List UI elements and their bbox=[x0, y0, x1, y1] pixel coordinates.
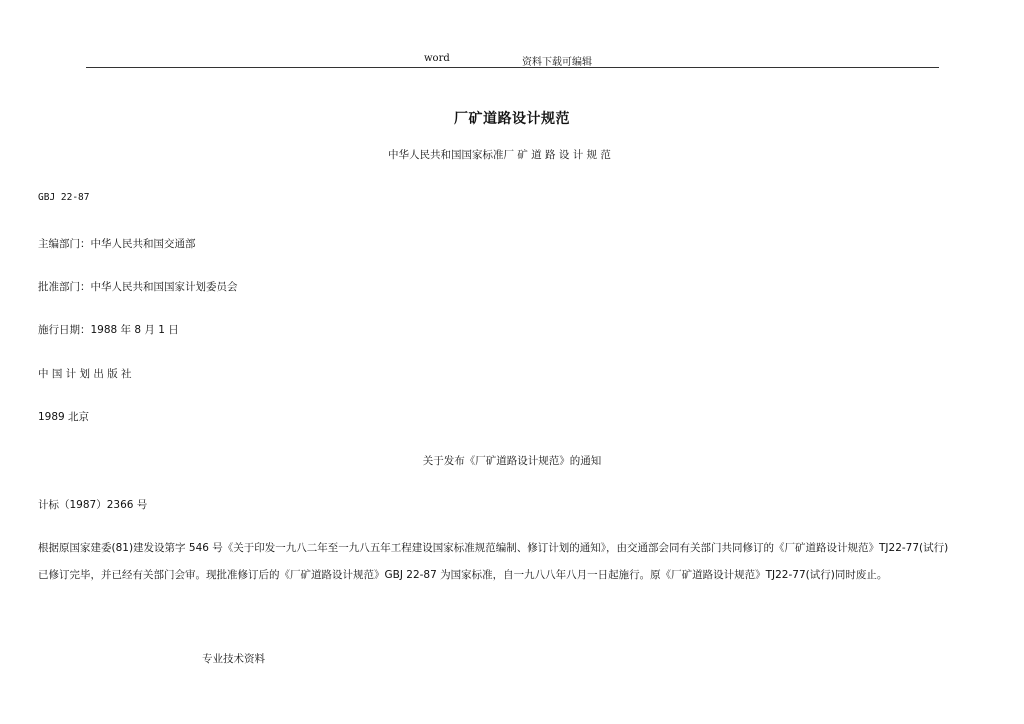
page-footer: 专业技术资料 bbox=[202, 653, 265, 665]
notice-number: 计标（1987）2366 号 bbox=[38, 499, 148, 511]
standard-code: GBJ 22-87 bbox=[38, 192, 90, 203]
header-download-label: 资料下载可编辑 bbox=[522, 57, 592, 68]
notice-paragraph-line-1: 根据原国家建委(81)建发设第字 546 号《关于印发一九八二年至一九八五年工程建设国家标准规范编制、修订计划的通知》，由交通部会同有关部门共同修订的《厂矿道路设计规范》TJ22-77(试行) bbox=[38, 542, 949, 554]
notice-title: 关于发布《厂矿道路设计规范》的通知 bbox=[422, 455, 602, 467]
header-word-label: word bbox=[424, 53, 450, 64]
approval-department: 批准部门：中华人民共和国国家计划委员会 bbox=[38, 281, 238, 293]
publisher: 中 国 计 划 出 版 社 bbox=[38, 368, 132, 380]
editor-department: 主编部门：中华人民共和国交通部 bbox=[38, 238, 196, 250]
document-title: 厂矿道路设计规范 bbox=[454, 111, 570, 127]
document-subtitle: 中华人民共和国国家标准厂 矿 道 路 设 计 规 范 bbox=[388, 149, 611, 161]
header-divider bbox=[86, 67, 939, 68]
notice-paragraph-line-2: 已修订完毕，并已经有关部门会审。现批准修订后的《厂矿道路设计规范》GBJ 22-87 为国家标准，自一九八八年八月一日起施行。原《厂矿道路设计规范》TJ22-77(试行)同时废止。 bbox=[38, 569, 888, 581]
effective-date: 施行日期：1988 年 8 月 1 日 bbox=[38, 324, 179, 336]
publish-info: 1989 北京 bbox=[38, 411, 90, 423]
page-header bbox=[0, 53, 1024, 67]
